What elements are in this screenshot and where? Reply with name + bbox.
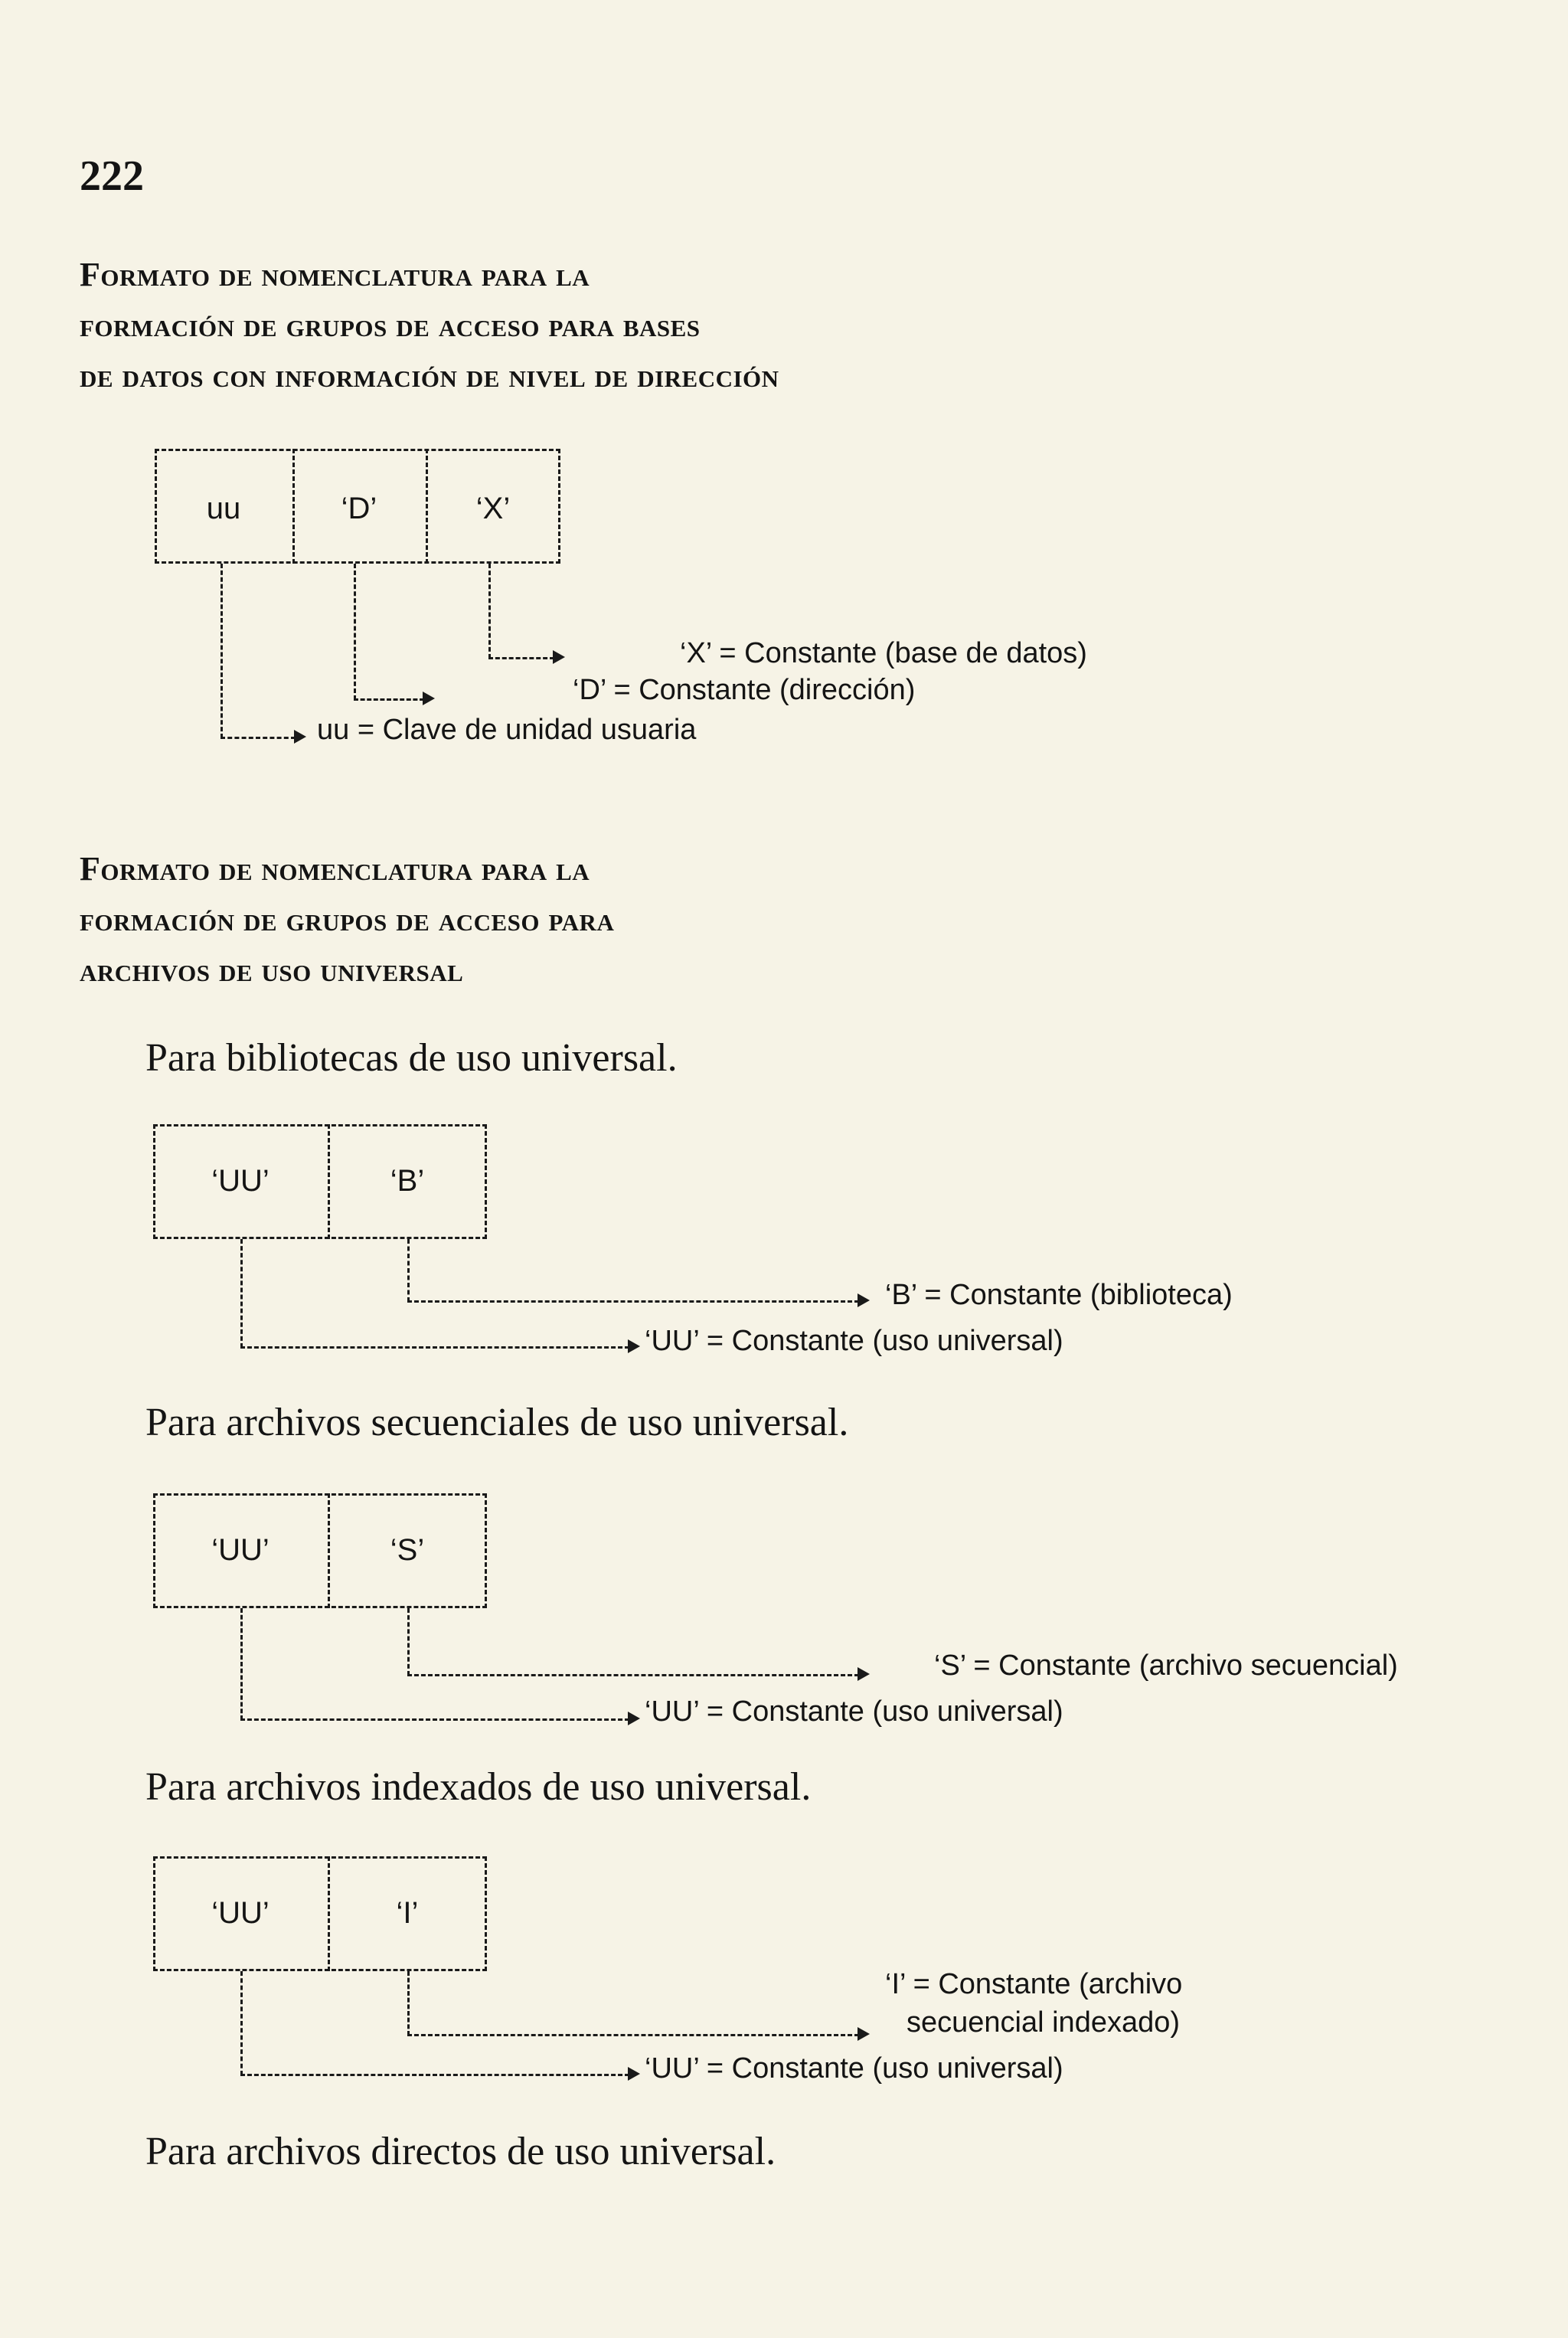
legend-i: ‘I’ = Constante (archivo [885, 1968, 1183, 2000]
legend-uu: ‘UU’ = Constante (uso universal) [645, 1695, 1063, 1728]
section2-heading [80, 844, 614, 996]
cell-d: ‘D’ [341, 492, 377, 525]
legend-b: ‘B’ = Constante (biblioteca) [885, 1279, 1233, 1311]
leader-line [354, 698, 424, 701]
arrow-icon [628, 2067, 640, 2081]
arrow-icon [628, 1712, 640, 1725]
legend-uu: uu = Clave de unidad usuaria [317, 714, 697, 746]
cell-uu: ‘UU’ [211, 1896, 270, 1930]
heading-line: archivos de uso universal [80, 951, 464, 989]
legend-x: ‘X’ = Constante (base de datos) [680, 637, 1087, 669]
leader-line [220, 737, 296, 739]
arrow-icon [628, 1339, 640, 1353]
legend-d: ‘D’ = Constante (dirección) [573, 674, 916, 706]
leader-line [354, 564, 356, 700]
arrow-icon [553, 650, 565, 664]
heading-line: formación de grupos de acceso para bases [80, 306, 701, 344]
leader-line [407, 1971, 410, 2036]
cell-uu: ‘UU’ [211, 1164, 270, 1198]
leader-line [240, 1239, 243, 1348]
leader-line [407, 1300, 859, 1303]
cell-uu: uu [206, 492, 241, 525]
heading-line: Formato de nomenclatura para la [80, 850, 590, 888]
leader-line [240, 1971, 243, 2075]
heading-line: formación de grupos de acceso para [80, 901, 615, 938]
cell-x: ‘X’ [475, 492, 511, 525]
arrow-icon [858, 1667, 870, 1681]
leader-line [407, 2034, 859, 2036]
intro-paragraph: Para archivos indexados de uso universal. [145, 1765, 812, 1809]
cell-uu: ‘UU’ [211, 1533, 270, 1567]
leader-line [407, 1239, 410, 1302]
arrow-icon [858, 2027, 870, 2041]
leader-line [240, 1718, 629, 1721]
cell-b: ‘B’ [390, 1164, 425, 1198]
intro-paragraph: Para archivos secuenciales de uso universal. [145, 1401, 849, 1444]
leader-line [240, 1608, 243, 1720]
page-number: 222 [80, 152, 144, 200]
leader-line [220, 564, 223, 738]
closing-paragraph: Para archivos directos de uso universal. [145, 2130, 776, 2173]
heading-line: Formato de nomenclatura para la [80, 256, 590, 293]
arrow-icon [294, 730, 306, 744]
heading-line: de datos con información de nivel de dirección [80, 357, 779, 394]
legend-i-continued: secuencial indexado) [906, 2006, 1181, 2039]
leader-line [240, 1346, 629, 1349]
legend-s: ‘S’ = Constante (archivo secuencial) [934, 1650, 1398, 1682]
intro-paragraph: Para bibliotecas de uso universal. [145, 1036, 678, 1080]
arrow-icon [423, 692, 435, 705]
legend-uu: ‘UU’ = Constante (uso universal) [645, 1325, 1063, 1357]
leader-line [407, 1608, 410, 1676]
cell-i: ‘I’ [396, 1896, 419, 1930]
leader-line [240, 2074, 629, 2076]
section1-heading [80, 250, 779, 401]
leader-line [407, 1674, 859, 1676]
leader-line [488, 564, 491, 659]
cell-s: ‘S’ [390, 1533, 425, 1567]
arrow-icon [858, 1293, 870, 1307]
leader-line [488, 657, 554, 659]
legend-uu: ‘UU’ = Constante (uso universal) [645, 2052, 1063, 2085]
